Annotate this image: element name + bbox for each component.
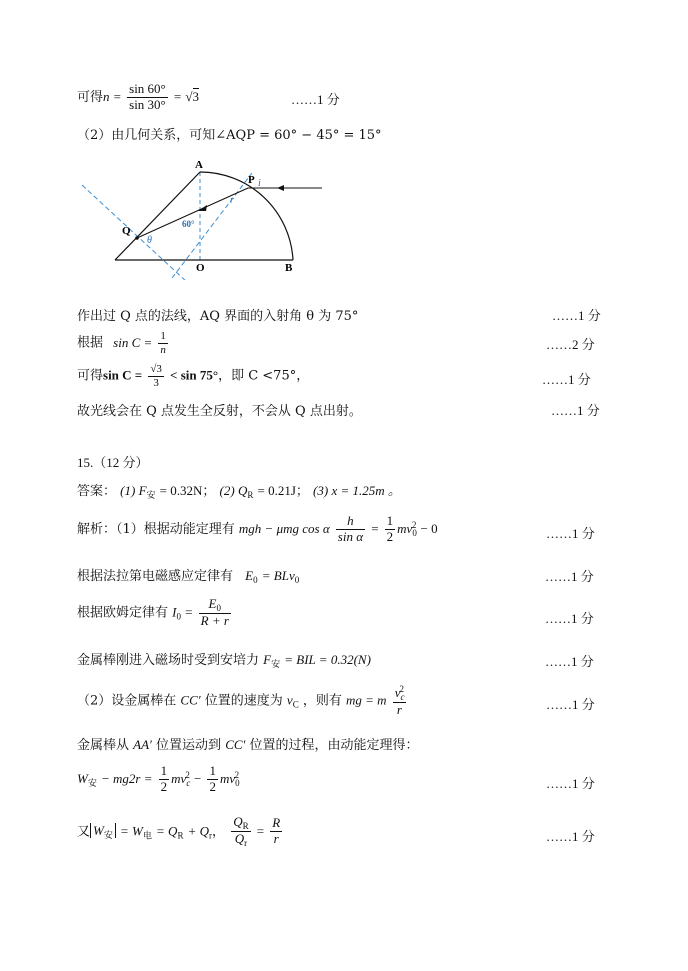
label-theta: θ bbox=[147, 235, 152, 246]
label-a: A bbox=[195, 159, 203, 171]
answer-1-sub: 安 bbox=[146, 491, 156, 501]
score-2: ……1 分 bbox=[552, 308, 601, 323]
text-mid: 位置运动到 bbox=[156, 738, 222, 753]
score-11: ……1 分 bbox=[546, 776, 595, 791]
ohm-eq bbox=[77, 597, 233, 629]
fraction-sqrt3-3 bbox=[148, 363, 164, 389]
text-prefix: （2）设金属棒在 bbox=[77, 693, 177, 709]
frac-num: v bbox=[394, 685, 401, 700]
geometry-relation: （2）由几何关系，可知∠AQP = 60° − 45° = 15° bbox=[77, 128, 382, 143]
frac-den: n bbox=[160, 343, 166, 356]
text-mid2: ，则有 bbox=[302, 693, 342, 709]
text-prefix: 根据法拉第电磁感应定律有 bbox=[77, 569, 234, 584]
expr-eq: = W bbox=[120, 823, 143, 839]
incident-arrow-icon bbox=[277, 185, 284, 191]
heat-eq bbox=[77, 815, 284, 849]
fraction-e-rr bbox=[199, 597, 231, 629]
equals: = bbox=[256, 823, 265, 839]
frac-num: h bbox=[336, 514, 365, 530]
sub: 0 bbox=[176, 611, 181, 622]
answer-prefix: 答案： bbox=[77, 484, 117, 499]
expr-cc: CC′ bbox=[180, 692, 201, 708]
point-q bbox=[135, 236, 139, 240]
frac-den: sin 30° bbox=[129, 96, 166, 112]
edge-aq bbox=[115, 172, 200, 260]
frac-den: 2 bbox=[386, 528, 394, 544]
process-text bbox=[77, 734, 419, 753]
expr-w: W bbox=[77, 770, 88, 786]
frac-den: 2 bbox=[160, 778, 168, 794]
fraction-1-n bbox=[158, 330, 168, 356]
total-reflection-text: 故光线会在 Q 点发生全反射，不会从 Q 点出射。 bbox=[77, 404, 362, 419]
normal-line-text: 作出过 Q 点的法线，AQ 界面的入射角 θ 为 75° bbox=[77, 309, 359, 324]
fraction-h-sina bbox=[336, 514, 365, 545]
energy-eq bbox=[77, 764, 239, 795]
sub: c bbox=[186, 777, 191, 788]
score-1: ……1 分 bbox=[291, 92, 340, 107]
score-10: ……1 分 bbox=[546, 697, 595, 712]
frac-den: 3 bbox=[153, 376, 159, 389]
text-prefix: 又 bbox=[77, 824, 91, 840]
sup: 2 bbox=[399, 684, 404, 694]
score-9: ……1 分 bbox=[545, 654, 594, 669]
answer-1: (1) F bbox=[120, 483, 147, 498]
sup: 2 bbox=[411, 519, 417, 530]
expr-plus: + Q bbox=[187, 823, 210, 839]
text-tail: 位置的过程，由动能定理得： bbox=[249, 738, 419, 753]
text-prefix: 可得 bbox=[77, 89, 104, 105]
fraction-r-r bbox=[270, 816, 282, 847]
answer-2-sub: R bbox=[247, 490, 254, 500]
text-prefix: 解析：（1）根据动能定理有 bbox=[77, 521, 235, 537]
expr-rest: − mg2r = bbox=[101, 770, 153, 786]
refracted-arrow-icon bbox=[198, 205, 207, 211]
score-3: ……2 分 bbox=[546, 337, 595, 352]
frac-num: √3 bbox=[150, 363, 162, 375]
frac-den: sin α bbox=[337, 528, 364, 544]
equals: = bbox=[113, 88, 121, 104]
frac-num: R bbox=[272, 815, 281, 831]
expr-mg: mg = m bbox=[346, 692, 387, 708]
text-prefix: 金属棒刚进入磁场时受到安培力 bbox=[77, 653, 260, 668]
sinc-compare bbox=[77, 363, 309, 389]
faraday-eq bbox=[77, 565, 299, 585]
sub: 电 bbox=[142, 831, 152, 842]
sub: 0 bbox=[412, 527, 417, 538]
sinc-lhs: sin C = bbox=[103, 367, 143, 383]
frac-num: sin 60° bbox=[129, 81, 166, 96]
label-r: r bbox=[230, 195, 234, 206]
q15-title: 15.（12 分） bbox=[77, 455, 149, 470]
sinc-lhs: sin C = bbox=[113, 334, 153, 350]
text-prefix: 金属棒从 bbox=[77, 738, 130, 753]
frac-den: Q bbox=[234, 831, 245, 847]
equals: = bbox=[371, 520, 379, 536]
text-prefix: 根据 bbox=[77, 335, 104, 351]
var-n: n bbox=[103, 88, 110, 104]
text-mid: 位置的速度为 bbox=[204, 693, 283, 709]
score-4: ……1 分 bbox=[542, 372, 591, 387]
frac-den: r bbox=[396, 702, 402, 718]
q15-answer bbox=[77, 480, 401, 501]
score-6: ……1 分 bbox=[546, 526, 595, 541]
frac-num: 1 bbox=[160, 763, 168, 778]
work-energy-eq bbox=[77, 514, 438, 545]
sub: 0 bbox=[216, 603, 221, 613]
equation-refractive-index: 可得n = $\frac{\sin 60^\circ}{\sin 30^\circ}$ = √3 bbox=[77, 81, 200, 112]
expr-tail: − 0 bbox=[420, 520, 438, 536]
sup: 2 bbox=[185, 769, 190, 780]
sub: R bbox=[242, 821, 249, 831]
label-q: Q bbox=[122, 225, 131, 237]
refraction-diagram bbox=[70, 150, 340, 280]
equals: = bbox=[185, 604, 193, 620]
label-b: B bbox=[285, 262, 293, 274]
answer-2: (2) Q bbox=[219, 483, 248, 498]
fraction-half bbox=[159, 764, 170, 795]
text-prefix: 可得 bbox=[77, 368, 104, 384]
frac-num: 1 bbox=[209, 763, 216, 778]
compare-expr: < sin 75° bbox=[170, 367, 219, 383]
expr-f: F bbox=[263, 652, 272, 667]
score-8: ……1 分 bbox=[545, 611, 594, 626]
label-p: P bbox=[248, 174, 255, 186]
sub: C bbox=[292, 699, 299, 710]
arc-edge bbox=[200, 172, 293, 260]
sub: 安 bbox=[87, 778, 97, 789]
frac-num: 1 bbox=[386, 513, 394, 528]
score-7: ……1 分 bbox=[545, 569, 594, 584]
score-12: ……1 分 bbox=[546, 829, 595, 844]
answer-2-val: = 0.21J； bbox=[257, 483, 309, 498]
expr-e: E bbox=[245, 568, 254, 583]
expr-w: W bbox=[93, 823, 104, 839]
expr-lhs: mgh − μmg cos α bbox=[238, 520, 330, 536]
label-60deg: 60° bbox=[182, 219, 195, 229]
centripetal-eq bbox=[77, 684, 408, 718]
expr-rest: = BIL = 0.32(N) bbox=[284, 652, 371, 667]
fraction-qr-qr bbox=[231, 815, 250, 849]
frac-den: R + r bbox=[200, 613, 229, 629]
sqrt3: √3 bbox=[185, 88, 200, 104]
abs-w bbox=[90, 823, 116, 841]
frac-num: 1 bbox=[160, 330, 166, 342]
expr-v: v bbox=[286, 692, 293, 708]
fraction-half-2 bbox=[207, 764, 218, 795]
label-o: O bbox=[196, 262, 205, 274]
ampere-force-eq bbox=[77, 649, 371, 670]
sub: 0 bbox=[235, 777, 240, 788]
answer-3: (3) x = 1.25m 。 bbox=[313, 483, 401, 498]
expr-i: I bbox=[172, 604, 177, 620]
expr-mv2: mv bbox=[219, 770, 236, 786]
expr-cc: CC′ bbox=[225, 737, 246, 752]
normal-line-q bbox=[82, 185, 188, 280]
sub: 0 bbox=[294, 575, 300, 585]
answer-1-val: = 0.32N； bbox=[159, 483, 216, 498]
fraction-half bbox=[385, 514, 396, 545]
sub: 安 bbox=[271, 660, 281, 670]
sub: 0 bbox=[253, 575, 258, 585]
expr-mv: mv bbox=[397, 520, 413, 536]
fraction-sin bbox=[127, 82, 168, 113]
fraction-v2-r bbox=[393, 684, 406, 718]
score-5: ……1 分 bbox=[551, 403, 600, 418]
minus: − bbox=[193, 770, 202, 786]
expr-rest: = BLv bbox=[261, 568, 295, 583]
frac-num: E bbox=[208, 596, 217, 611]
sqrt-radicand: 3 bbox=[192, 88, 200, 104]
sub: r bbox=[209, 830, 213, 841]
text-prefix: 根据欧姆定律有 bbox=[77, 605, 169, 621]
frac-num: Q bbox=[233, 814, 243, 829]
frac-den: r bbox=[273, 831, 279, 847]
label-i: i bbox=[258, 178, 261, 189]
sup: 2 bbox=[234, 769, 240, 780]
text-tail: ，即 C <75°， bbox=[218, 368, 310, 384]
sub: 安 bbox=[103, 830, 113, 841]
sub: r bbox=[244, 838, 248, 849]
expr-aa: AA′ bbox=[133, 737, 152, 752]
critical-angle-eq bbox=[77, 330, 170, 356]
comma: ， bbox=[212, 824, 226, 840]
expr-mv1: mv bbox=[171, 770, 187, 786]
frac-den: 2 bbox=[209, 778, 216, 794]
sub: R bbox=[177, 830, 184, 841]
sub: c bbox=[400, 692, 405, 702]
expr-q: = Q bbox=[156, 823, 178, 839]
